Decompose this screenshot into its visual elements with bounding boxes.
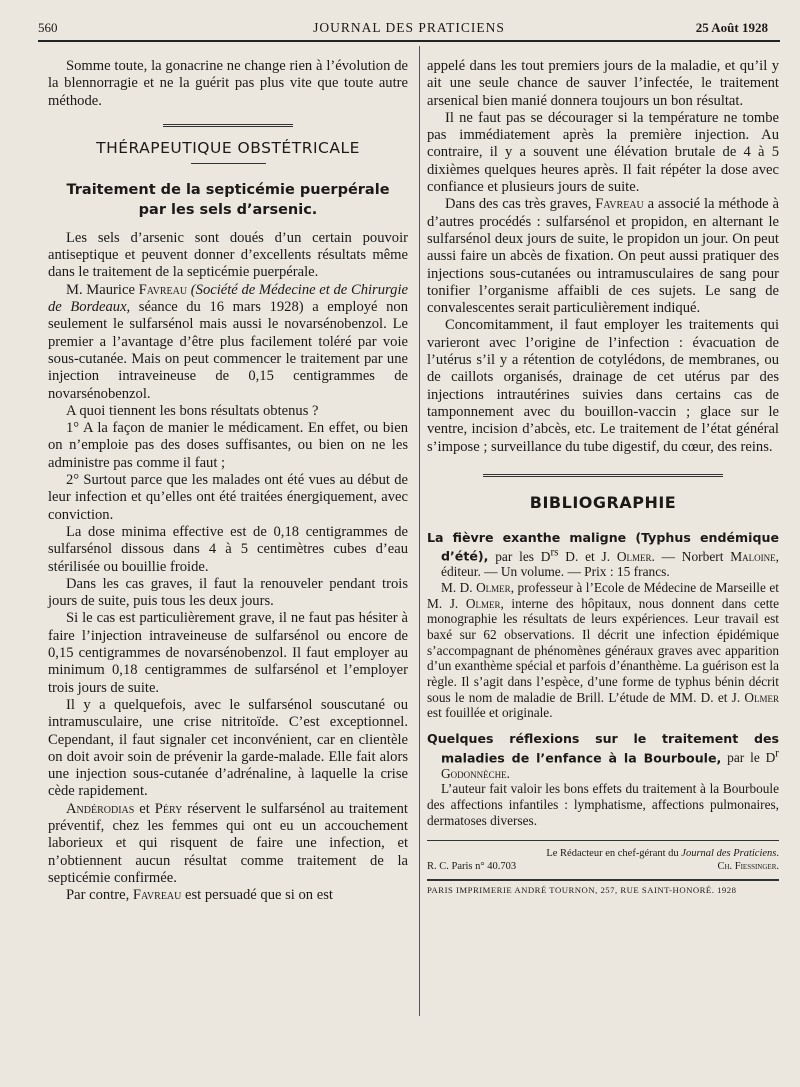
text-run: Le Rédacteur en chef-gérant du (546, 848, 682, 860)
text-run: Par contre, (66, 887, 133, 904)
text-run: . — Norbert (651, 548, 731, 564)
text-run: et (134, 800, 155, 817)
paragraph: 1° A la façon de manier le médicament. En effet, ou bien on n’emploie pas des doses suffisantes, ou bien on ne les administre pas comme il faut ; (48, 420, 408, 471)
superscript: rs (550, 546, 559, 559)
editor-signature: Ch. Fiessinger. (717, 861, 779, 873)
printer-imprint: PARIS IMPRIMERIE ANDRÉ TOURNON, 257, RUE SAINT-HONORÉ. 1928 (427, 885, 737, 896)
bibliography-title: BIBLIOGRAPHIE (529, 492, 677, 512)
journal-name: Journal des Praticiens (681, 848, 777, 860)
author-name: Olmer (476, 579, 511, 595)
book-review: L’auteur fait valoir les bons effets du traitement à la Bourboule des affections infantiles : lymphatisme, affections pulmonaires, dermatoses diverses. (427, 781, 779, 828)
paragraph: Les sels d’arsenic sont doués d’un certain pouvoir antiseptique et peuvent donner d’excellents résultats même dans le traitement de la septicémie puerpérale. (48, 229, 408, 281)
running-header (38, 20, 780, 42)
book-entry-heading (427, 530, 779, 580)
paragraph-favreau (48, 282, 408, 403)
author-name: Olmer (744, 689, 779, 705)
author-name: Favreau (595, 196, 644, 213)
book-title: La fièvre exanthe maligne (Typhus endémique d’été), (427, 529, 779, 564)
page-number: 560 (38, 20, 58, 35)
text-run: est persuadé que si on est (181, 887, 333, 904)
text-run: est fouillée et originale. (427, 705, 553, 721)
paragraph: 2° Surtout parce que les malades ont été vues au début de leur infection et qu’elles ont été traitées énergiquement, avec conviction. (48, 472, 408, 523)
article-title-line-2: par les sels d’arsenic. (138, 201, 318, 218)
section-underline (191, 163, 266, 164)
text-run: . (776, 848, 779, 860)
paragraph: Dans les cas graves, il faut la renouveler pendant trois jours de suite, puis tous les deux jours. (48, 575, 408, 610)
paragraph: Concomitamment, il faut employer les traitements qui varieront avec l’origine de l’infection : évacuation de l’utérus s’il y a rétention de cotylédons, de membranes, ou de caillots organisés, drainage de cet utérus par des injections intrautérines suivies dans certains cas de tamponnement avec du bouillon-vaccin ; glace sur le ventre, incision d’abcès, etc. Le traitement de l’état général s’impose ; surveillance du tube digestif, du cœur, des reins. (427, 317, 779, 455)
text-run: . (506, 765, 511, 781)
article-title (48, 180, 408, 220)
author-name: Favreau (138, 281, 188, 298)
text-run: D. et J. (558, 548, 617, 564)
paragraph: La dose minima effective est de 0,18 centigrammes de sulfarsénol dissous dans 4 à 5 centimètres cubes d’eau stérilisée ou bouillie froide. (48, 523, 408, 575)
author-name: Godonnèche (441, 765, 507, 781)
paragraph: Il ne faut pas se décourager si la température ne tombe pas immédiatement après la première injection. Au contraire, il y a souvent une élévation brutale de 4 à 5 dixièmes quelques heures après. Il fait répéter la dose avec confiance et plusieurs jours de suite. (427, 109, 779, 196)
author-name: Olmer (465, 595, 501, 611)
text-run: M. D. (441, 579, 477, 595)
text-run: M. Maurice (66, 281, 139, 298)
book-review (427, 580, 779, 721)
intro-paragraph: Somme toute, la gonacrine ne change rien à l’évolution de la blennorragie et ne la guérit pas plus vite que toute autre méthode. (48, 58, 408, 109)
text-run: a associé la méthode à d’autres procédés : sulfarsénol et propidon, en alternant le sulfarsénol deux jours de suite, le propidon un jour. On peut aussi faire un abcès de fixation. On peut aussi pratiquer des injections sous-cutanées ou intramusculaires de sang pour tonifier l’organisme affaibli de ces sujets. Le sang de convalescentes serait particulièrement indiqué. (427, 196, 779, 317)
editor-line (546, 847, 779, 860)
author-name: Péry (154, 800, 183, 817)
author-name: Favreau (132, 887, 182, 904)
text-run: séance du 16 mars 1928) a employé non seulement le sulfarsénol mais aussi le novarsénobenzol. Le premier a l’avantage d’être plus facilement toléré par voie sous-cutanée. Mais on peut commencer le traitement par une injection intraveineuse de 0,15 centigrammes de novarsénobenzol. (48, 299, 408, 402)
paragraph-anderodias (48, 801, 408, 887)
left-column (48, 58, 408, 904)
book-publication (441, 546, 779, 580)
text-run: par le D (721, 750, 776, 766)
text-run: réservent le sulfarsénol au traitement préventif, chez les femmes qui ont eu un accouchement laborieux et qui risquent de faire une infection, et n’obtiennent aucun résultat comme traitement de la septicémie confirmée. (48, 800, 408, 886)
superscript: r (775, 747, 779, 760)
paragraph-continued: appelé dans les tout premiers jours de la maladie, et qu’il y ait une seule chance de sauver l’infectée, le traitement arsenical bien manié donnera toujours un bon résultat. (427, 58, 779, 109)
book-entry-heading (427, 731, 779, 781)
registry-number: R. C. Paris n° 40.703 (427, 861, 517, 873)
publisher-name: Maloine (730, 548, 776, 564)
column-divider (419, 46, 420, 1016)
text-run: , interne des hôpitaux, nous donnent dans cette monographie les résultats de leurs expériences. Leur travail est baxé sur 62 observations. Il décrit une infection épidémique s’accompagnant de phénomènes généraux graves avec apparition d’un exanthème spécial et parfois d’énanthème. La guérison est la règle. Il s’agit dans l’espèce, d’une forme de typhus bénin décrit sous le nom de maladie de Brill. L’étude de MM. D. et J. (427, 595, 779, 705)
article-title-line-1: Traitement de la septicémie puerpérale (66, 181, 390, 198)
imprint-rule (427, 879, 779, 881)
paragraph-favreau-methods (427, 196, 779, 317)
section-separator (483, 474, 723, 477)
text-run: , professeur à l’Ecole de Médecine de Marseille et M. J. (427, 579, 779, 611)
right-column (427, 58, 779, 895)
section-title: THÉRAPEUTIQUE OBSTÉTRICALE (96, 138, 360, 157)
text-run: par les D (488, 548, 551, 564)
text-run: Dans des cas très graves, (445, 196, 596, 213)
book-title: Quelques réflexions sur le traitement des maladies de l’enfance à la Bourboule, (427, 731, 779, 766)
issue-date: 25 Août 1928 (695, 20, 768, 35)
paragraph-par-contre (48, 887, 408, 904)
text-run: , éditeur. — Un volume. — Prix : 15 francs. (441, 548, 779, 580)
paragraph: Si le cas est particulièrement grave, il ne faut pas hésiter à faire l’injection intraveineuse de sulfarsénol ou encore de 0,15 centigrammes de novarsénobenzol. Il faut employer au minimum 0,18 centigrammes de sulfarsénol et l’employer trois jours de suite. (48, 610, 408, 696)
author-name: Andérodias (66, 800, 135, 817)
paragraph: A quoi tiennent les bons résultats obtenus ? (66, 402, 319, 419)
author-name: Olmer (616, 548, 652, 564)
society-reference: (Société de Médecine et de Chirurgie de Bordeaux, (48, 281, 408, 316)
header-rule (38, 40, 780, 42)
editor-credit (427, 847, 779, 875)
footer-rule (427, 840, 779, 841)
journal-title: JOURNAL DES PRATICIENS (313, 20, 505, 35)
paragraph: Il y a quelquefois, avec le sulfarsénol souscutané ou intramusculaire, une crise nitritoïde. C’est exceptionnel. Cependant, il faut signaler cet inconvénient, car en clientèle on doit avoir soin de prévenir la garde-malade. Elle fait alors une injection sous-cutanée d’adrénaline, à laquelle la crise cède rapidement. (48, 696, 408, 800)
section-separator (163, 124, 293, 127)
